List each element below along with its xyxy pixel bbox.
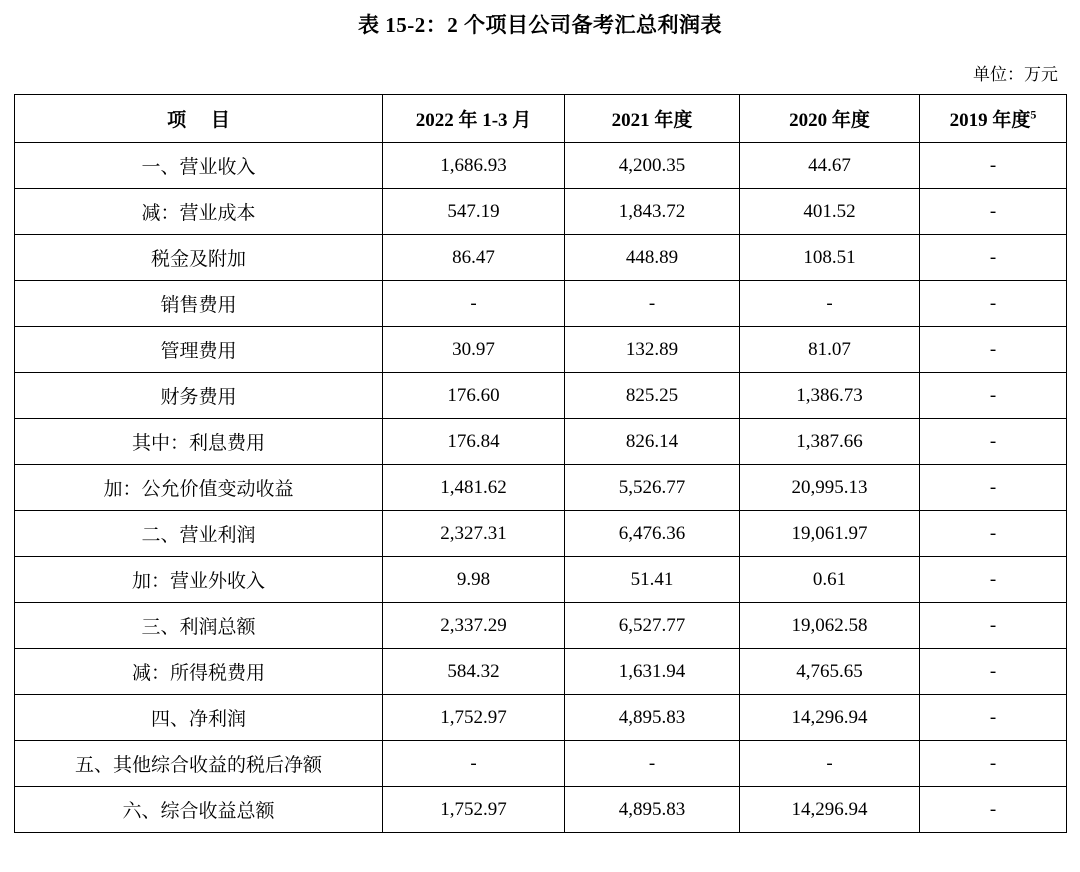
table-row: [15, 189, 1067, 235]
column-header-item: 项 目: [15, 95, 383, 143]
table-header-row: [15, 95, 1067, 143]
row-item-label: 一、营业收入: [15, 143, 383, 189]
row-item-label: 减：所得税费用: [15, 649, 383, 695]
row-value: 30.97: [383, 327, 565, 373]
row-value: 4,765.65: [740, 649, 920, 695]
row-item-label: 二、营业利润: [15, 511, 383, 557]
table-row: [15, 327, 1067, 373]
row-value: 401.52: [740, 189, 920, 235]
row-item-label: 销售费用: [15, 281, 383, 327]
row-value: -: [383, 281, 565, 327]
table-row: [15, 787, 1067, 833]
column-header-2022q1: 2022 年 1-3 月: [383, 95, 565, 143]
row-value: 5,526.77: [565, 465, 740, 511]
column-header-2021: 2021 年度: [565, 95, 740, 143]
row-value: 86.47: [383, 235, 565, 281]
row-value: -: [920, 419, 1067, 465]
row-value: -: [920, 695, 1067, 741]
row-value: 132.89: [565, 327, 740, 373]
column-header-2019-label: 2019 年度: [949, 110, 1031, 131]
row-value: 4,200.35: [565, 143, 740, 189]
row-value: -: [920, 741, 1067, 787]
row-item-label: 财务费用: [15, 373, 383, 419]
row-value: -: [920, 235, 1067, 281]
table-row: [15, 603, 1067, 649]
row-value: -: [740, 281, 920, 327]
table-row: [15, 419, 1067, 465]
row-value: 14,296.94: [740, 787, 920, 833]
row-value: -: [920, 143, 1067, 189]
row-value: 547.19: [383, 189, 565, 235]
row-value: 826.14: [565, 419, 740, 465]
row-value: -: [920, 465, 1067, 511]
table-row: [15, 465, 1067, 511]
row-value: 51.41: [565, 557, 740, 603]
row-value: -: [920, 189, 1067, 235]
row-value: 825.25: [565, 373, 740, 419]
row-value: -: [920, 557, 1067, 603]
row-value: 448.89: [565, 235, 740, 281]
row-value: 1,387.66: [740, 419, 920, 465]
row-item-label: 四、净利润: [15, 695, 383, 741]
unit-label: 单位：万元: [973, 65, 1058, 84]
row-item-label: 三、利润总额: [15, 603, 383, 649]
table-body: [15, 143, 1067, 833]
table-row: [15, 511, 1067, 557]
row-value: 19,062.58: [740, 603, 920, 649]
row-value: 108.51: [740, 235, 920, 281]
row-value: 1,752.97: [383, 787, 565, 833]
row-value: 176.84: [383, 419, 565, 465]
row-value: 0.61: [740, 557, 920, 603]
row-item-label: 其中：利息费用: [15, 419, 383, 465]
row-item-label: 六、综合收益总额: [15, 787, 383, 833]
row-item-label: 加：营业外收入: [15, 557, 383, 603]
row-item-label: 减：营业成本: [15, 189, 383, 235]
table-row: [15, 741, 1067, 787]
row-value: -: [740, 741, 920, 787]
row-value: -: [920, 511, 1067, 557]
row-value: 1,631.94: [565, 649, 740, 695]
table-row: [15, 649, 1067, 695]
footnote-marker: 5: [1030, 107, 1037, 122]
row-value: 1,386.73: [740, 373, 920, 419]
row-value: -: [565, 281, 740, 327]
row-item-label: 五、其他综合收益的税后净额: [15, 741, 383, 787]
document-page: [0, 10, 1080, 872]
row-value: 1,752.97: [383, 695, 565, 741]
row-value: 6,476.36: [565, 511, 740, 557]
row-value: -: [920, 603, 1067, 649]
row-value: -: [383, 741, 565, 787]
row-value: -: [920, 787, 1067, 833]
row-value: 1,481.62: [383, 465, 565, 511]
table-row: [15, 235, 1067, 281]
table-header: [15, 95, 1067, 143]
row-value: 81.07: [740, 327, 920, 373]
row-item-label: 管理费用: [15, 327, 383, 373]
column-header-2020: 2020 年度: [740, 95, 920, 143]
row-value: 20,995.13: [740, 465, 920, 511]
row-value: -: [920, 649, 1067, 695]
row-value: 2,327.31: [383, 511, 565, 557]
row-value: -: [920, 373, 1067, 419]
page-title: 表 15-2：2 个项目公司备考汇总利润表: [358, 13, 722, 37]
row-value: 176.60: [383, 373, 565, 419]
row-value: -: [565, 741, 740, 787]
table-row: [15, 281, 1067, 327]
row-value: 19,061.97: [740, 511, 920, 557]
row-value: 9.98: [383, 557, 565, 603]
column-header-2019: [920, 95, 1067, 143]
row-value: -: [920, 327, 1067, 373]
table-row: [15, 373, 1067, 419]
row-value: 4,895.83: [565, 695, 740, 741]
profit-statement-table: [14, 94, 1067, 833]
row-value: 4,895.83: [565, 787, 740, 833]
row-value: 14,296.94: [740, 695, 920, 741]
row-item-label: 税金及附加: [15, 235, 383, 281]
table-row: [15, 143, 1067, 189]
row-value: 6,527.77: [565, 603, 740, 649]
row-value: 2,337.29: [383, 603, 565, 649]
table-row: [15, 695, 1067, 741]
row-item-label: 加：公允价值变动收益: [15, 465, 383, 511]
row-value: 584.32: [383, 649, 565, 695]
row-value: -: [920, 281, 1067, 327]
table-row: [15, 557, 1067, 603]
row-value: 1,843.72: [565, 189, 740, 235]
row-value: 44.67: [740, 143, 920, 189]
row-value: 1,686.93: [383, 143, 565, 189]
